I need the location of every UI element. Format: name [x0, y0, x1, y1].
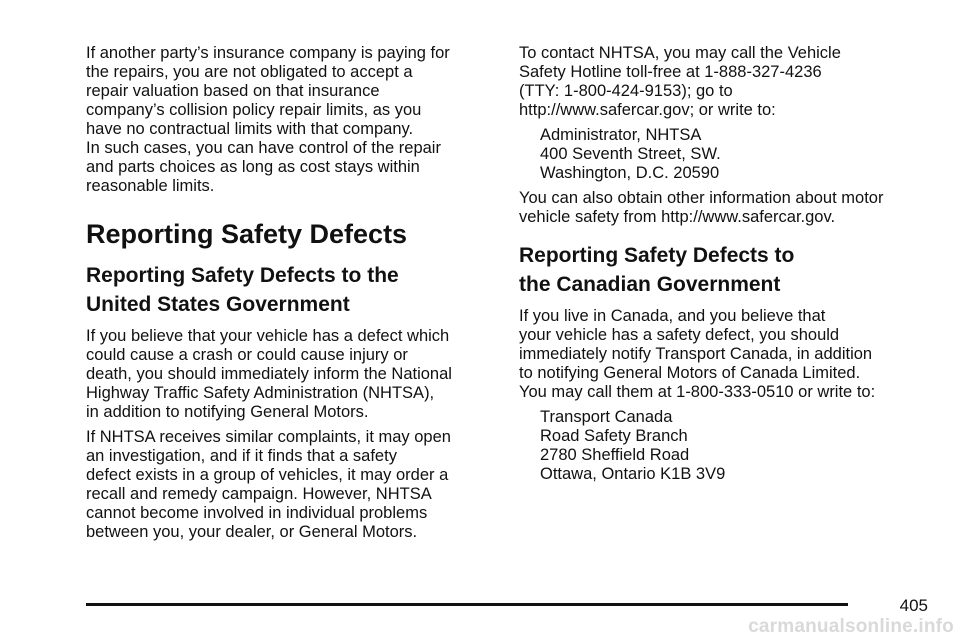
text-line: recall and remedy campaign. However, NHTSA — [86, 485, 432, 503]
text-line: To contact NHTSA, you may call the Vehicle — [519, 44, 841, 62]
right-column — [519, 44, 929, 484]
canada-subheading — [519, 241, 929, 299]
text-line: reasonable limits. — [86, 177, 215, 195]
text-line: Reporting Safety Defects to — [519, 244, 795, 267]
text-line: Safety Hotline toll-free at 1-888-327-4236 — [519, 63, 822, 81]
text-line: have no contractual limits with that company. — [86, 120, 414, 138]
text-line: Road Safety Branch — [540, 427, 688, 445]
left-column — [86, 44, 486, 542]
canada-paragraph — [519, 307, 929, 402]
us-subheading — [86, 261, 486, 319]
text-line: company’s collision policy repair limits, as you — [86, 101, 422, 119]
text-line: cannot become involved in individual problems — [86, 504, 428, 522]
text-line: repair valuation based on that insurance — [86, 82, 380, 100]
text-line: to notifying General Motors of Canada Limited. — [519, 364, 861, 382]
text-line: the Canadian Government — [519, 273, 781, 296]
text-line: Highway Traffic Safety Administration (NHTSA), — [86, 384, 435, 402]
text-line: If NHTSA receives similar complaints, it may open — [86, 428, 451, 446]
contact-paragraph — [519, 44, 929, 120]
us-paragraph-1 — [86, 327, 486, 422]
text-line: an investigation, and if it finds that a safety — [86, 447, 397, 465]
text-line: Administrator, NHTSA — [540, 126, 702, 144]
info-paragraph — [519, 189, 929, 227]
nhtsa-address — [540, 126, 929, 183]
page-number: 405 — [899, 596, 928, 615]
section-heading: Reporting Safety Defects — [86, 219, 408, 249]
text-line: and parts choices as long as cost stays within — [86, 158, 420, 176]
text-line: could cause a crash or could cause injury or — [86, 346, 408, 364]
watermark: carmanualsonline.info — [748, 616, 954, 637]
text-line: If you live in Canada, and you believe that — [519, 307, 826, 325]
footer-rule — [86, 603, 848, 606]
intro-paragraph — [86, 44, 486, 196]
text-line: In such cases, you can have control of the repair — [86, 139, 441, 157]
text-line: Transport Canada — [540, 408, 673, 426]
text-line: 2780 Sheffield Road — [540, 446, 690, 464]
text-line: If you believe that your vehicle has a defect which — [86, 327, 450, 345]
text-line: 400 Seventh Street, SW. — [540, 145, 721, 163]
text-line: (TTY: 1-800-424-9153); go to — [519, 82, 733, 100]
text-line: between you, your dealer, or General Motors. — [86, 523, 418, 541]
us-paragraph-2 — [86, 428, 486, 542]
text-line: Reporting Safety Defects to the — [86, 264, 399, 287]
text-line: the repairs, you are not obligated to accept a — [86, 63, 413, 81]
text-line: in addition to notifying General Motors. — [86, 403, 369, 421]
text-line: United States Government — [86, 293, 350, 316]
text-line: defect exists in a group of vehicles, it may order a — [86, 466, 449, 484]
transport-canada-address — [540, 408, 929, 484]
text-line: http://www.safercar.gov; or write to: — [519, 101, 776, 119]
text-line: Washington, D.C. 20590 — [540, 164, 720, 182]
text-line: If another party’s insurance company is paying for — [86, 44, 450, 62]
text-line: immediately notify Transport Canada, in addition — [519, 345, 873, 363]
text-line: You can also obtain other information about motor — [519, 189, 884, 207]
text-line: death, you should immediately inform the National — [86, 365, 452, 383]
text-line: You may call them at 1-800-333-0510 or write to: — [519, 383, 876, 401]
text-line: your vehicle has a safety defect, you should — [519, 326, 840, 344]
text-line: vehicle safety from http://www.safercar.gov. — [519, 208, 836, 226]
text-line: Ottawa, Ontario K1B 3V9 — [540, 465, 726, 483]
